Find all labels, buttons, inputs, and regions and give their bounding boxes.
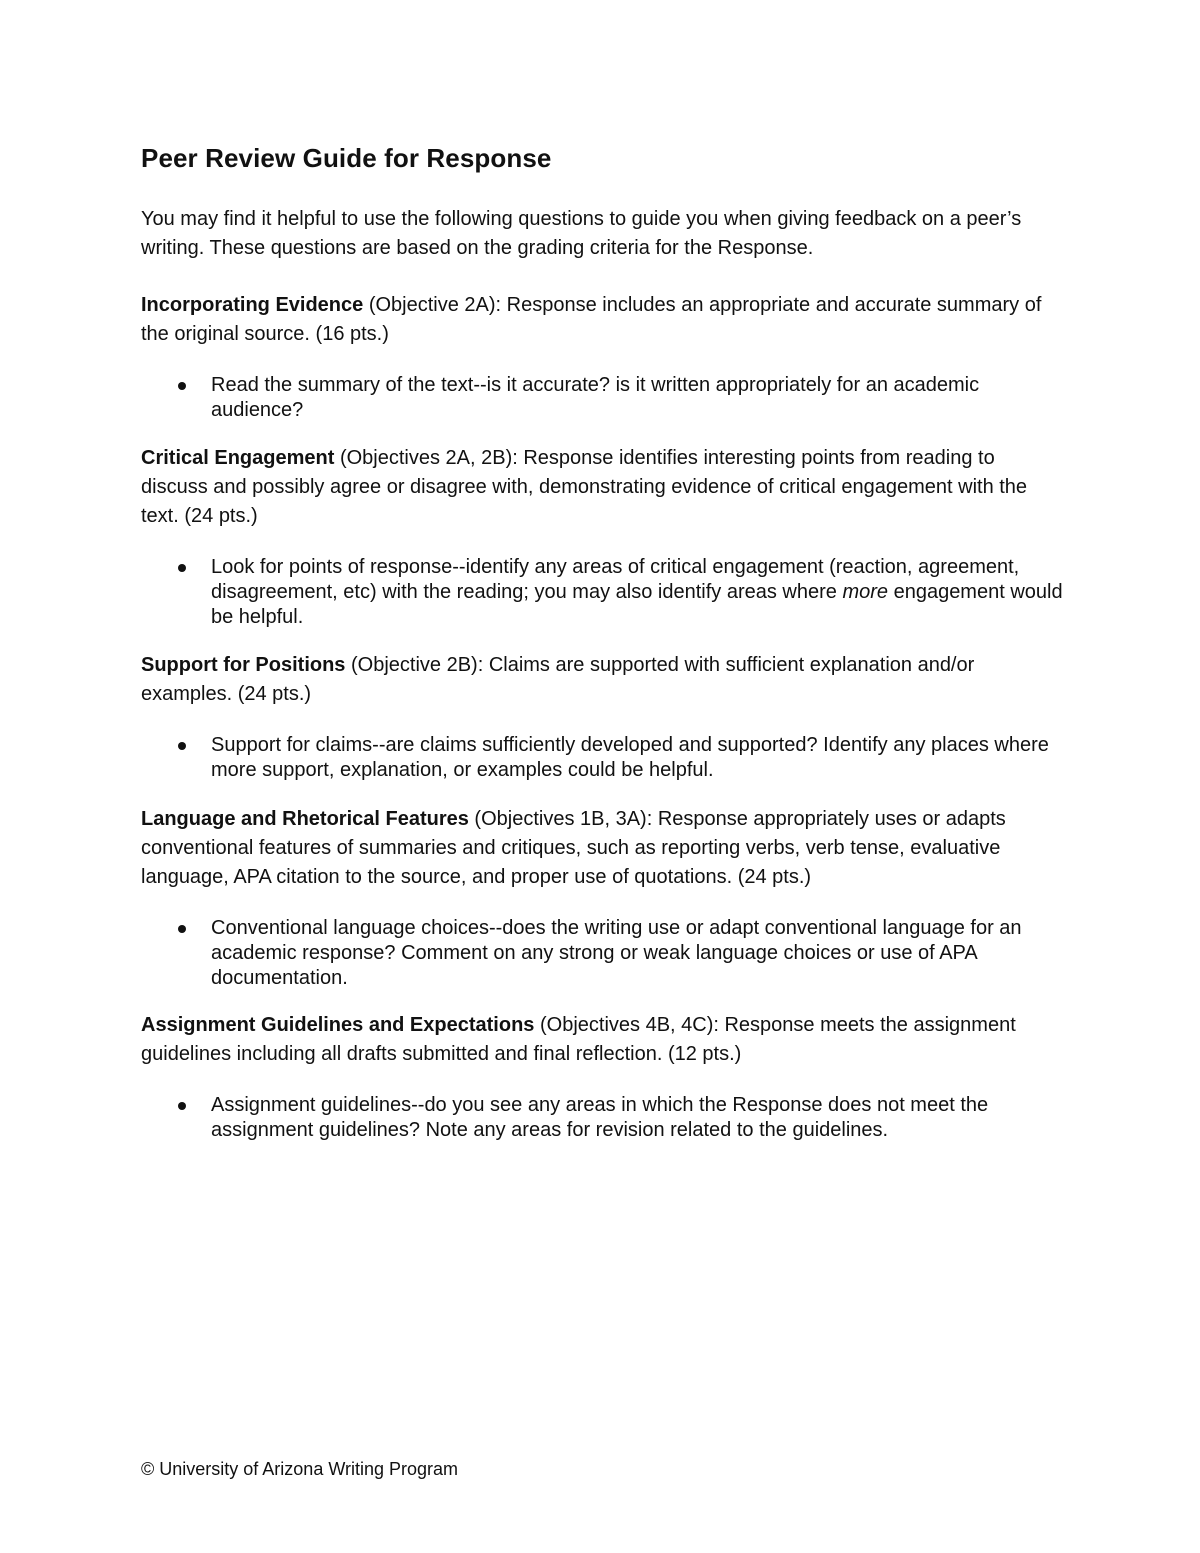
criterion-description: [141, 805, 1066, 892]
criterion-bullet-list: [141, 373, 1066, 423]
document-title: Peer Review Guide for Response: [141, 143, 552, 173]
criterion-bullet-list: [141, 733, 1066, 783]
criterion-section-language-and-rhetorical-features: [141, 805, 1066, 991]
criterion-description: [141, 291, 1066, 349]
review-question: [141, 373, 1066, 423]
criterion-section-support-for-positions: [141, 651, 1066, 783]
criterion-text: (Objective 2A): Response includes an appropriate and accurate summary of the original source. (16 pts.): [141, 294, 1042, 345]
criterion-label: Critical Engagement: [141, 447, 335, 469]
review-question-text: Look for points of response--identify any areas of critical engagement (reaction, agreement, disagreement, etc) with the reading; you may also identify areas where: [211, 556, 1020, 603]
review-question-text-end: engagement would be helpful.: [211, 581, 1063, 628]
criterion-description: [141, 1011, 1066, 1069]
review-question: [141, 1093, 1066, 1143]
emphasis-text: more: [842, 581, 889, 603]
criterion-label: Support for Positions: [141, 654, 346, 676]
bullet-icon: [178, 1102, 186, 1110]
document-page: [141, 0, 1066, 1553]
criterion-description: [141, 651, 1066, 709]
criterion-bullet-list: [141, 916, 1066, 991]
criterion-text: (Objectives 2A, 2B): Response identifies interesting points from reading to discuss and possibly agree or disagree with, demonstrating evidence of critical engagement with the text. (24 pts.): [141, 447, 1028, 527]
bullet-icon: [178, 564, 186, 572]
review-question-text: Read the summary of the text--is it accurate? is it written appropriately for an academic audience?: [211, 374, 980, 421]
copyright-footer: © University of Arizona Writing Program: [141, 1459, 459, 1479]
review-question-text: Support for claims--are claims sufficiently developed and supported? Identify any places where more support, explanation, or examples could be helpful.: [211, 734, 1049, 781]
review-question-text: Conventional language choices--does the writing use or adapt conventional language for an academic response? Comment on any strong or weak language choices or use of APA documentation.: [211, 917, 1022, 989]
intro-paragraph: You may find it helpful to use the following questions to guide you when giving feedback on a peer’s writing. These questions are based on the grading criteria for the Response.: [141, 208, 1022, 259]
criterion-text: (Objectives 4B, 4C): Response meets the assignment guidelines including all drafts submitted and final reflection. (12 pts.): [141, 1014, 1016, 1065]
criterion-bullet-list: [141, 1093, 1066, 1143]
review-question-text: Assignment guidelines--do you see any areas in which the Response does not meet the assignment guidelines? Note any areas for revision related to the guidelines.: [211, 1094, 989, 1141]
criterion-label: Assignment Guidelines and Expectations: [141, 1014, 535, 1036]
criterion-text: (Objectives 1B, 3A): Response appropriately uses or adapts conventional features of summaries and critiques, such as reporting verbs, verb tense, evaluative language, APA citation to the source, and proper use of quotations. (24 pts.): [141, 808, 1006, 888]
review-question: [141, 733, 1066, 783]
review-question: [141, 916, 1066, 991]
bullet-icon: [178, 382, 186, 390]
criterion-description: [141, 444, 1066, 531]
criterion-label: Incorporating Evidence: [141, 294, 364, 316]
criterion-section-assignment-guidelines: [141, 1011, 1066, 1143]
criterion-section-critical-engagement: [141, 444, 1066, 630]
criterion-bullet-list: [141, 555, 1066, 630]
bullet-icon: [178, 925, 186, 933]
criterion-text: (Objective 2B): Claims are supported with sufficient explanation and/or examples. (24 pts.): [141, 654, 975, 705]
review-question: [141, 555, 1066, 630]
criterion-section-incorporating-evidence: [141, 291, 1066, 423]
bullet-icon: [178, 742, 186, 750]
criterion-label: Language and Rhetorical Features: [141, 808, 469, 830]
